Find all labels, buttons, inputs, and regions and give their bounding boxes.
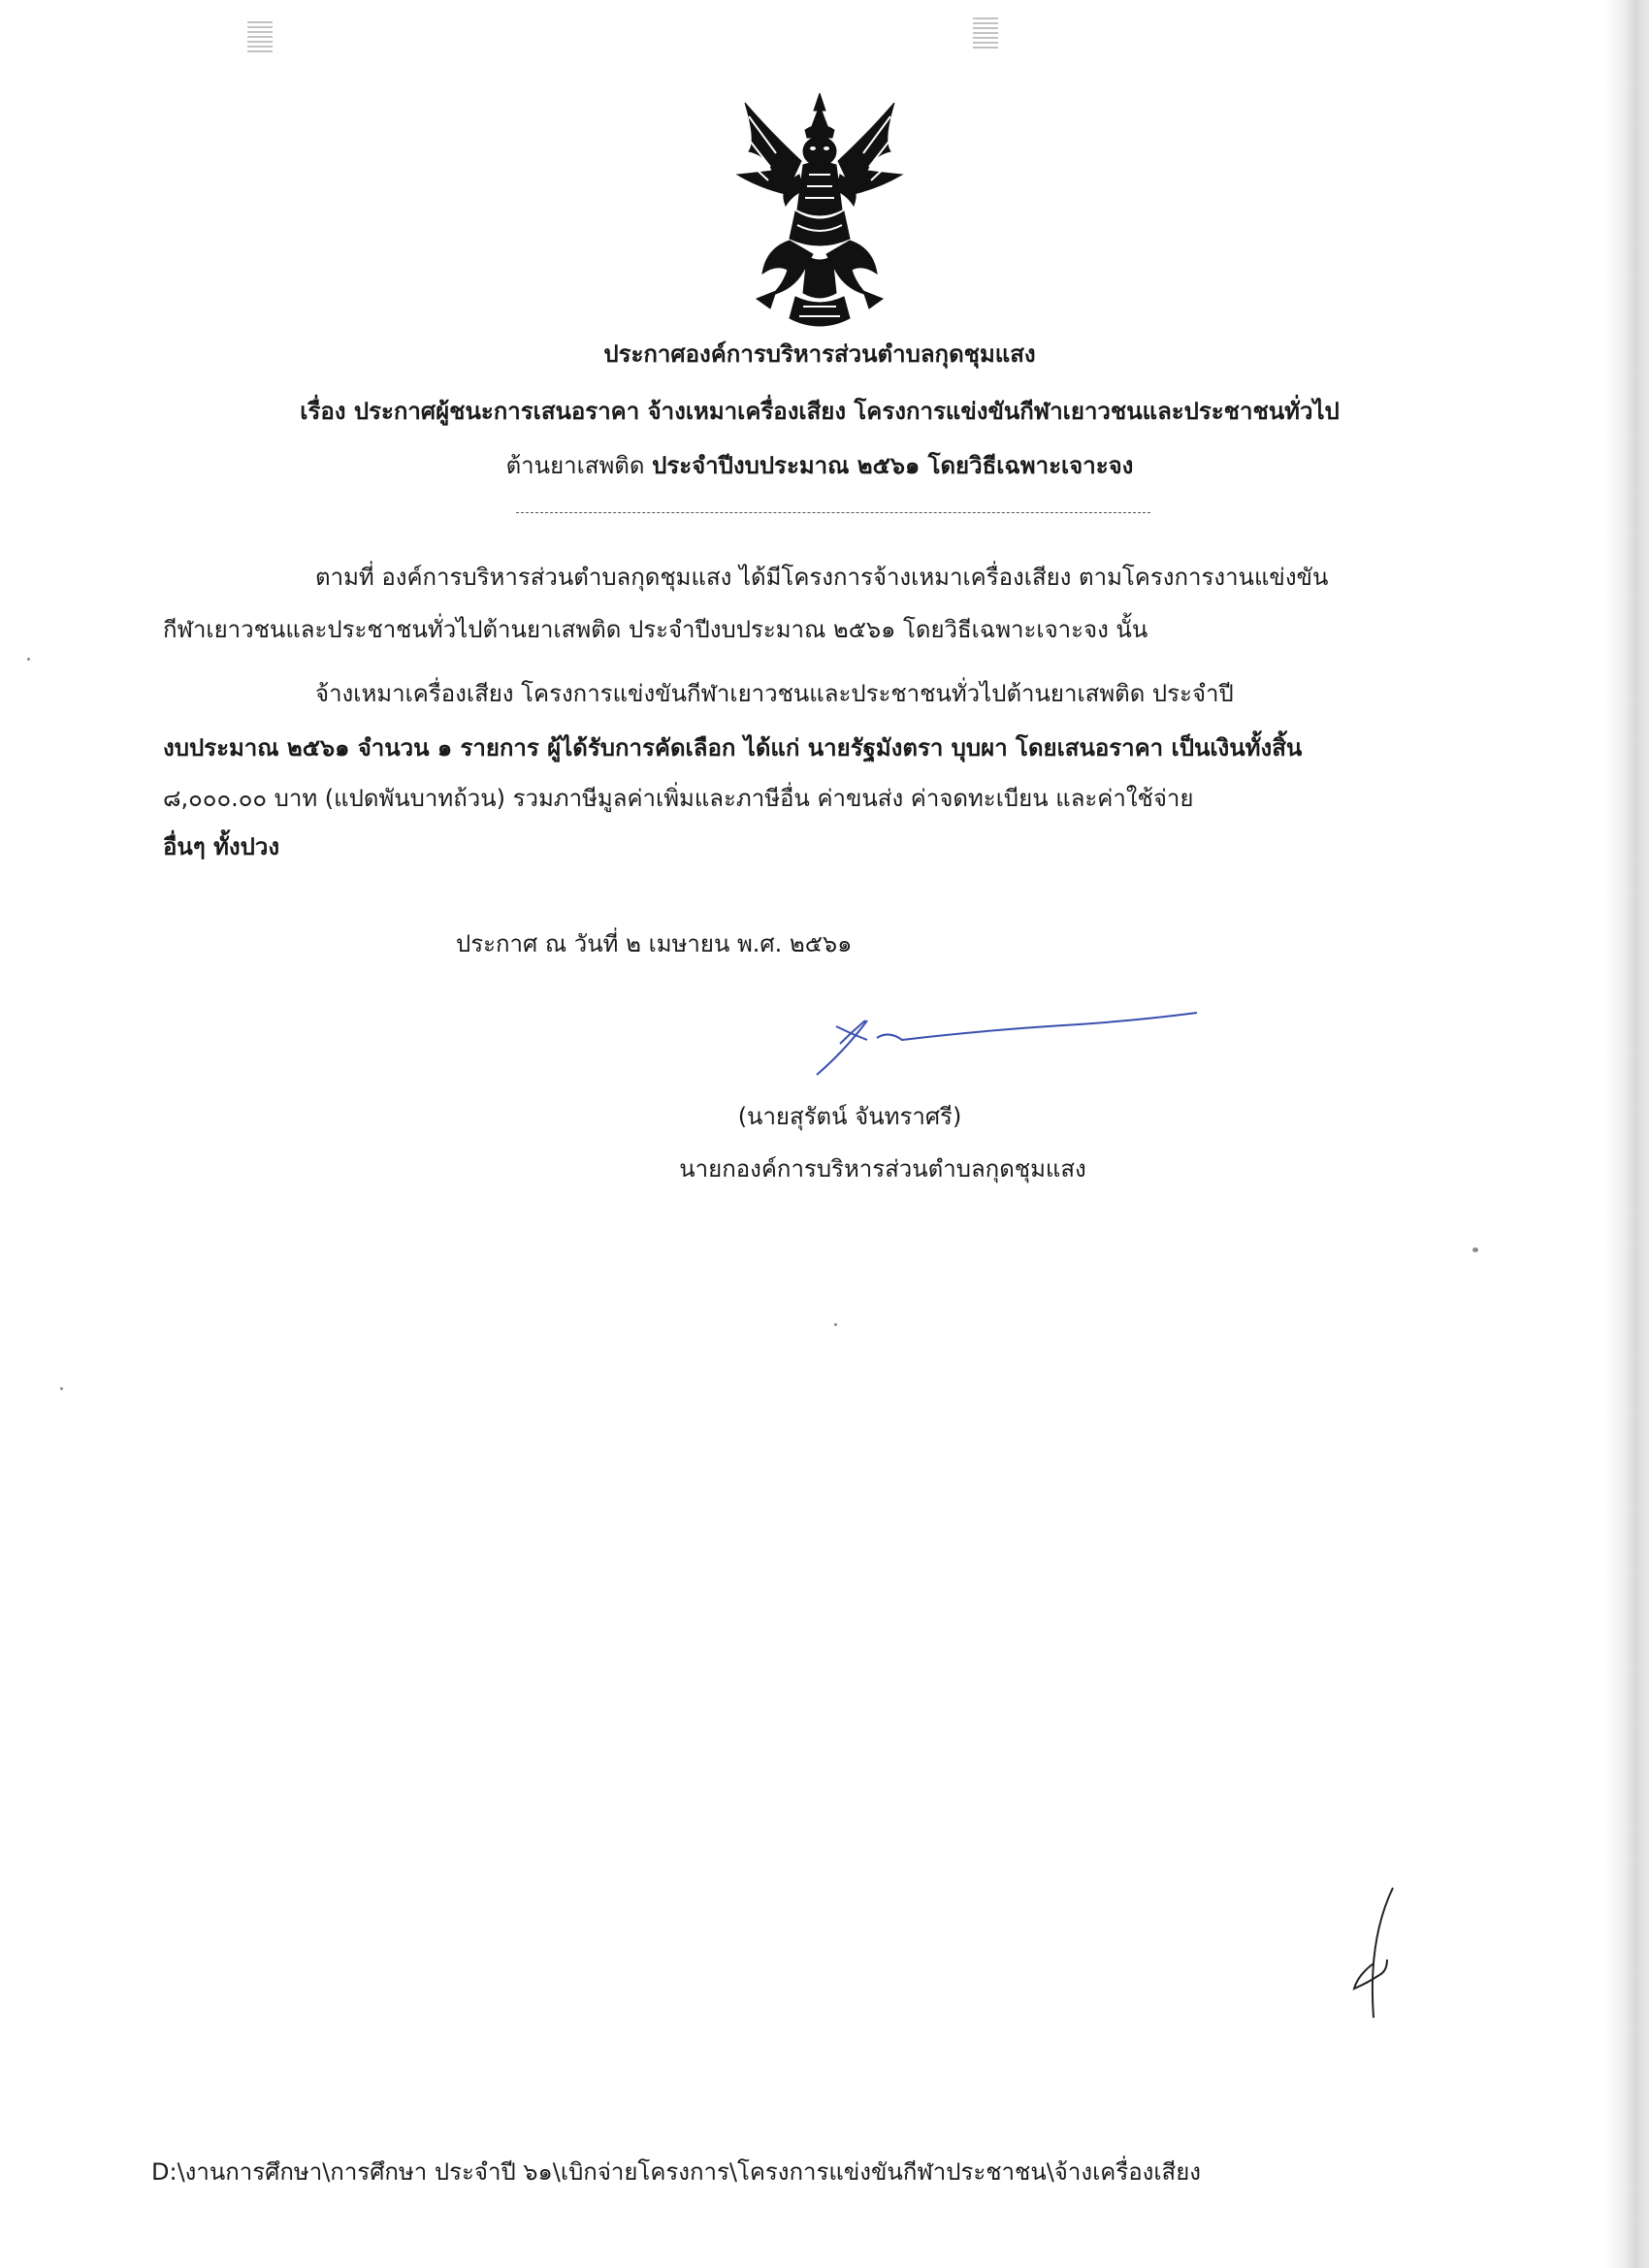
paragraph-1-line-2: กีฬาเยาวชนและประชาชนทั่วไปต้านยาเสพติด ประจำปีงบประมาณ ๒๕๖๑ โดยวิธีเฉพาะเจาะจง นั้น xyxy=(163,616,1148,643)
scan-speck xyxy=(1472,1247,1478,1252)
signatory-name: (นายสุรัตน์ จันทราศรี) xyxy=(737,1103,962,1130)
subject-fiscal-method: ประจำปีงบประมาณ ๒๕๖๑ โดยวิธีเฉพาะเจาะจง xyxy=(652,452,1134,479)
scan-edge-shadow xyxy=(1604,0,1649,2268)
paragraph-2-line-3: ๘,๐๐๐.๐๐ บาท (แปดพันบาทถ้วน) รวมภาษีมูลค่าเพิ่มและภาษีอื่น ค่าขนส่ง ค่าจดทะเบียน และค่าใช้จ่าย xyxy=(163,785,1194,812)
paragraph-2-line-1: จ้างเหมาเครื่องเสียง โครงการแข่งขันกีฬาเยาวชนและประชาชนทั่วไปต้านยาเสพติด ประจำปี xyxy=(315,680,1234,707)
initials-mark xyxy=(1329,1882,1406,2027)
signatory-title: นายกองค์การบริหารส่วนตำบลกุดชุมแสง xyxy=(679,1155,1086,1183)
paragraph-1-line-1: ตามที่ องค์การบริหารส่วนตำบลกุดชุมแสง ได้มีโครงการจ้างเหมาเครื่องเสียง ตามโครงการงานแข่งขัน xyxy=(315,564,1329,591)
subject-prefix: ต้านยาเสพติด xyxy=(505,452,653,479)
announcement-subject-line2 xyxy=(146,451,1494,480)
scan-speck xyxy=(27,658,30,661)
announcement-title: ประกาศองค์การบริหารส่วนตำบลกุดชุมแสง xyxy=(603,340,1036,368)
paragraph-2-line-4: อื่นๆ ทั้งปวง xyxy=(163,833,280,860)
announcement-subject: เรื่อง ประกาศผู้ชนะการเสนอราคา จ้างเหมาเครื่องเสียง โครงการแข่งขันกีฬาเยาวชนและประชาชนทั่วไป xyxy=(300,398,1340,425)
header-divider xyxy=(516,512,1150,513)
punch-hole-mark xyxy=(247,19,273,52)
punch-hole-mark xyxy=(973,16,998,49)
signature-mark xyxy=(788,991,1207,1096)
footer-file-path: D:\งานการศึกษา\การศึกษา ประจำปี ๖๑\เบิกจ่ายโครงการ\โครงการแข่งขันกีฬาประชาชน\จ้างเครื่องเสียง xyxy=(151,2158,1201,2186)
scan-speck xyxy=(60,1387,63,1390)
scan-speck xyxy=(834,1323,837,1326)
announcement-date: ประกาศ ณ วันที่ ๒ เมษายน พ.ศ. ๒๕๖๑ xyxy=(456,930,853,957)
paragraph-2-line-2: งบประมาณ ๒๕๖๑ จำนวน ๑ รายการ ผู้ได้รับการคัดเลือก ได้แก่ นายรัฐมังตรา บุบผา โดยเสนอราคา เป็นเงินทั้งสิ้น xyxy=(163,734,1303,761)
thai-garuda-emblem-icon xyxy=(728,93,912,338)
